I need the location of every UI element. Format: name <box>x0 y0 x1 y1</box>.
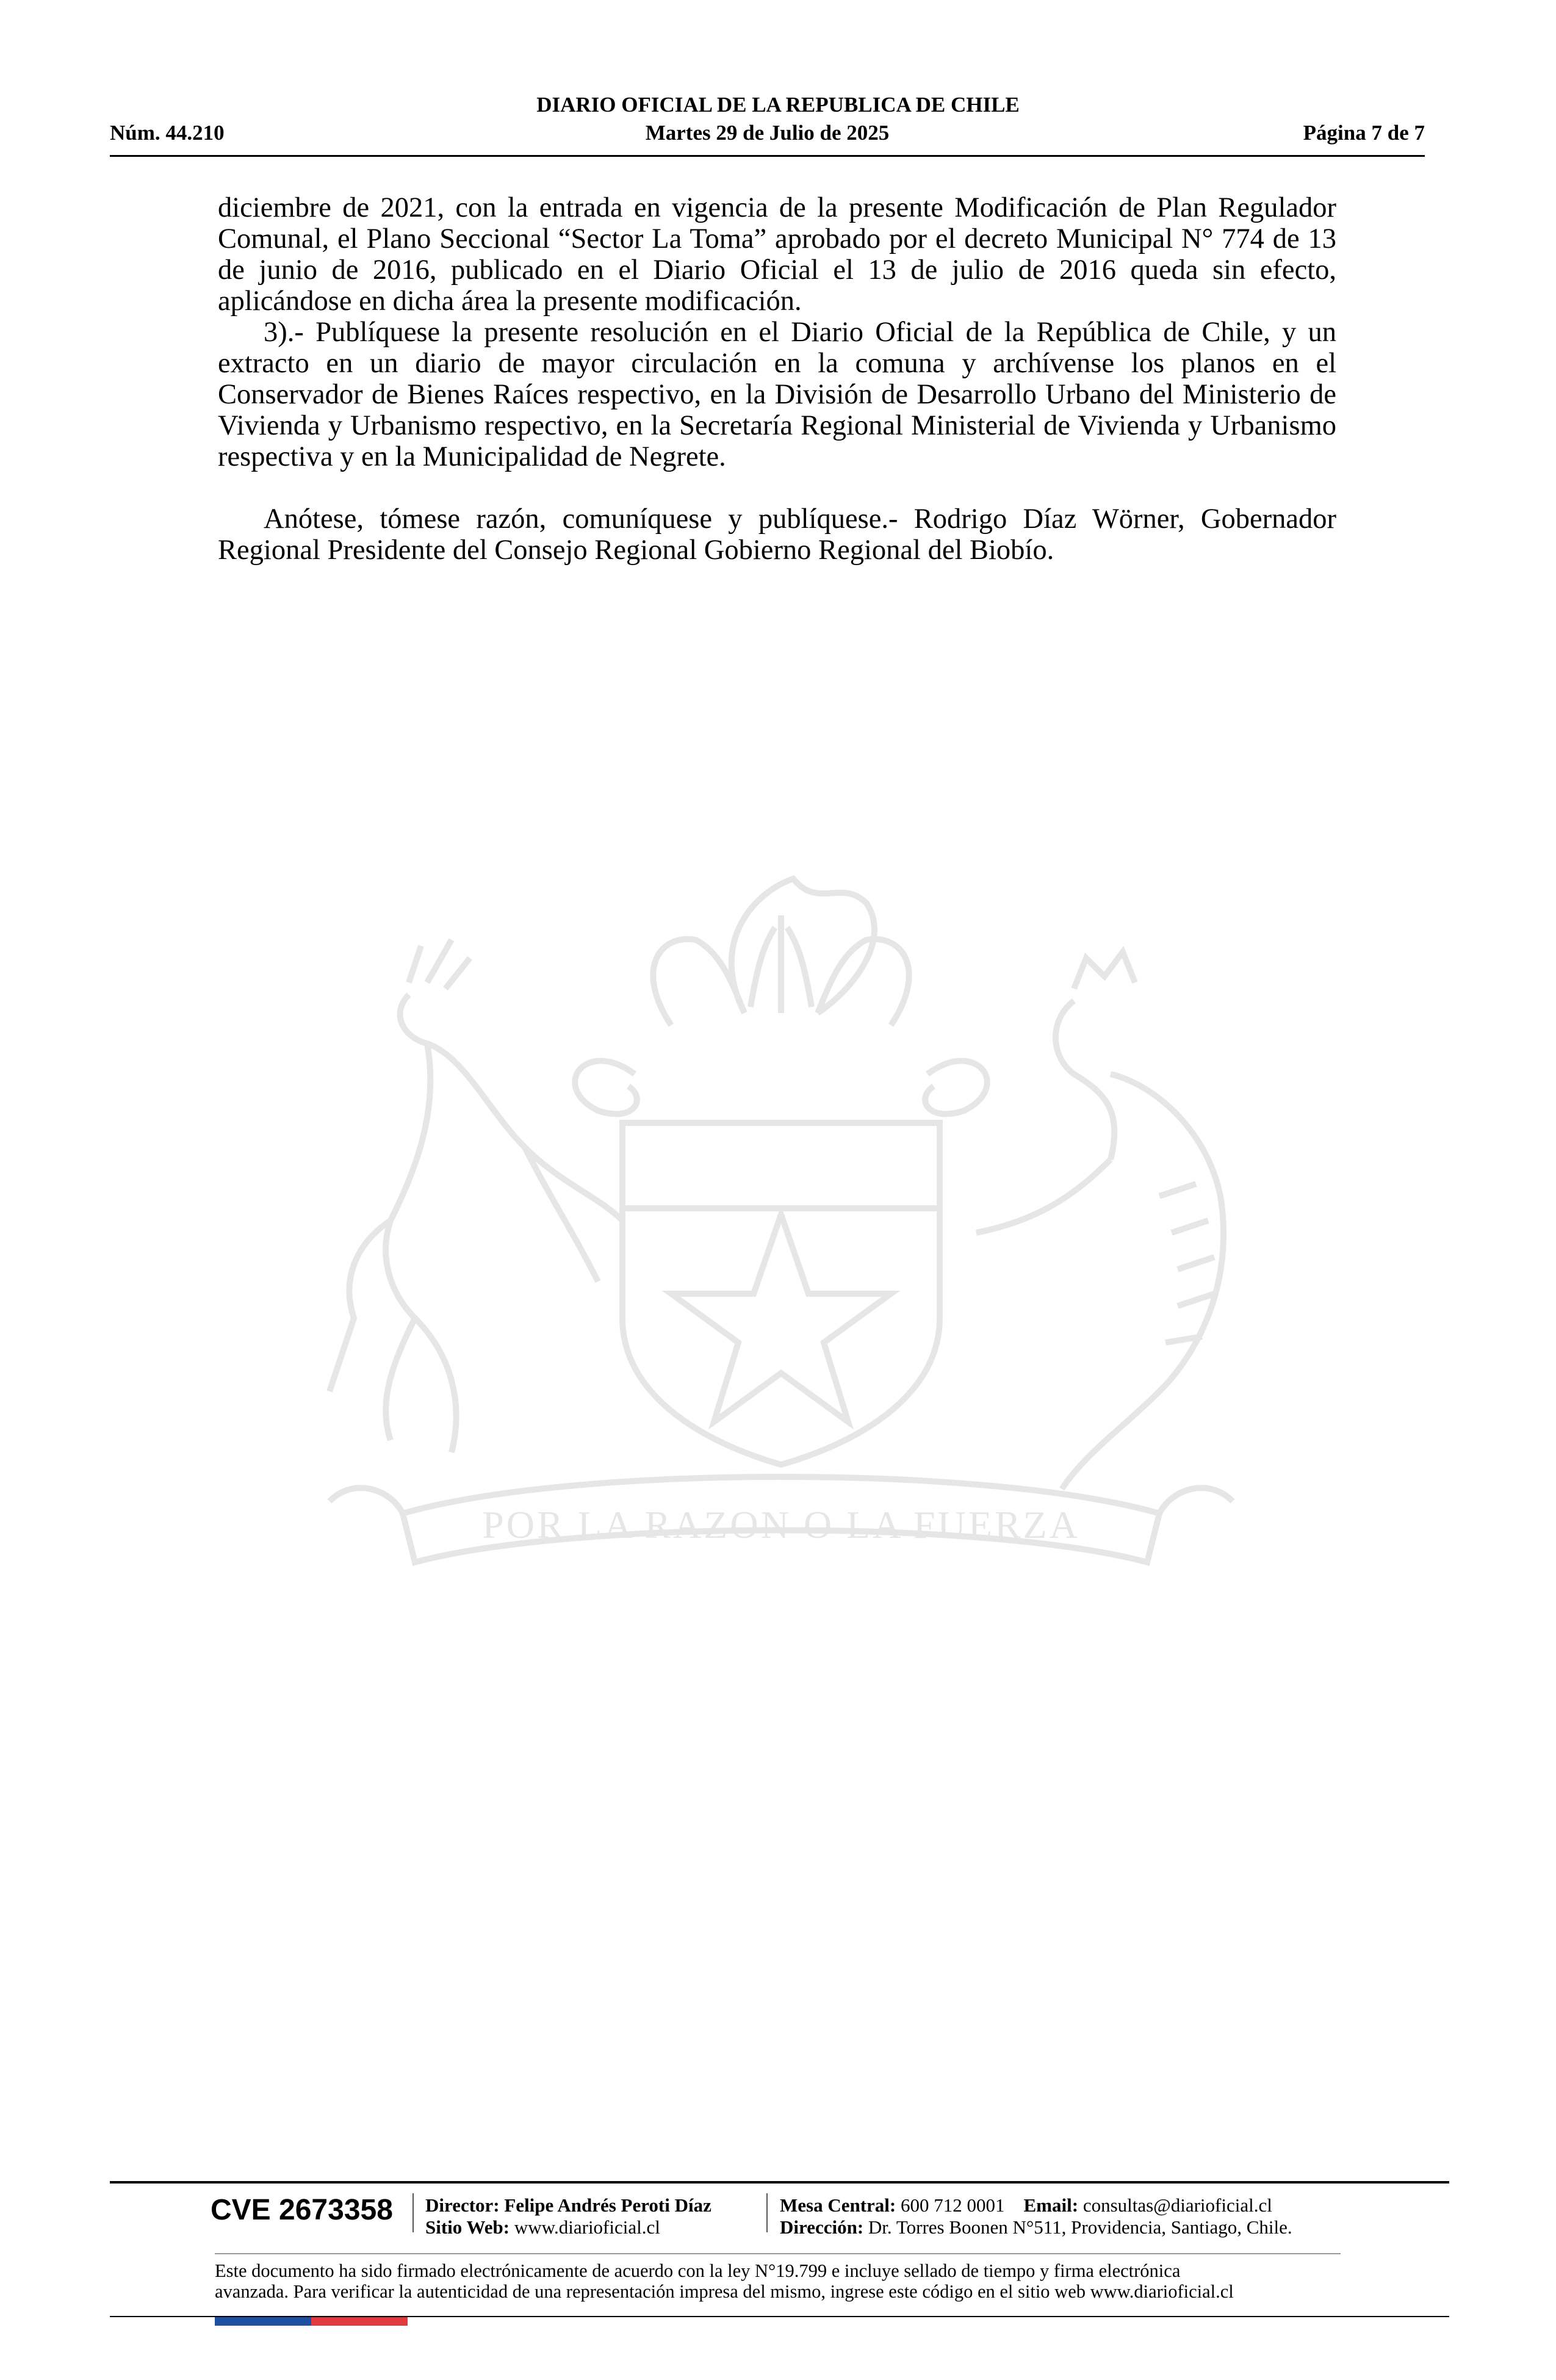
newspaper-title: DIARIO OFICIAL DE LA REPUBLICA DE CHILE <box>536 93 1020 117</box>
email-label: Email: <box>1023 2194 1079 2216</box>
website-label: Sitio Web: <box>425 2216 510 2238</box>
website-link[interactable]: www.diarioficial.cl <box>514 2216 660 2238</box>
address-value: Dr. Torres Boonen N°511, Providencia, Santiago, Chile. <box>868 2216 1292 2238</box>
phone-value: 600 712 0001 <box>901 2194 1005 2216</box>
footer-contact-column <box>780 2194 1292 2238</box>
footer-separator <box>766 2193 768 2232</box>
body-paragraph-signature: Anótese, tómese razón, comuníquese y publíquese.- Rodrigo Díaz Wörner, Gobernador Regional Presidente del Consejo Regional Gobierno Regional del Biobío. <box>218 503 1336 566</box>
body-paragraph-2: 3).- Publíquese la presente resolución en el Diario Oficial de la República de Chile, y un extracto en un diario de mayor circulación en la comuna y archívense los planos en el Conservador de Bienes Raíces respectivo, en la División de Desarrollo Urbano del Ministerio de Vivienda y Urbanismo respectivo, en la Secretaría Regional Ministerial de Vivienda y Urbanismo respectiva y en la Municipalidad de Negrete. <box>218 317 1336 472</box>
note-line-2: avanzada. Para verificar la autenticidad de una representación impresa del mismo, ingrese este código en el sitio web www.diarioficial.cl <box>215 2281 1234 2302</box>
footer-mid-divider <box>215 2253 1341 2254</box>
flag-stripe-blue <box>215 2317 311 2326</box>
document-body <box>218 192 1336 566</box>
note-line-1: Este documento ha sido firmado electrónicamente de acuerdo con la ley N°19.799 e incluye sellado de tiempo y firma electrónica <box>215 2260 1181 2281</box>
body-paragraph-1: diciembre de 2021, con la entrada en vigencia de la presente Modificación de Plan Regulador Comunal, el Plano Seccional “Sector La Toma” aprobado por el decreto Municipal N° 774 de 13 de junio de 2016, publicado en el Diario Oficial el 13 de julio de 2016 queda sin efecto, aplicándose en dicha área la presente modificación. <box>218 192 1336 317</box>
signature-verification-note <box>215 2260 1338 2302</box>
footer-top-divider <box>110 2181 1449 2183</box>
cve-code: CVE 2673358 <box>211 2194 393 2226</box>
issue-number: Núm. 44.210 <box>110 121 225 145</box>
page-number: Página 7 de 7 <box>1303 121 1425 145</box>
footer-director-column <box>425 2194 711 2238</box>
footer-separator <box>412 2193 414 2232</box>
coat-of-arms-motto: POR LA RAZON O LA FUERZA <box>482 1503 1080 1546</box>
email-link[interactable]: consultas@diarioficial.cl <box>1082 2194 1272 2216</box>
director-label: Director: <box>425 2194 500 2216</box>
phone-label: Mesa Central: <box>780 2194 896 2216</box>
header-divider <box>110 155 1425 157</box>
coat-of-arms-watermark-icon <box>207 854 1355 1678</box>
director-name: Felipe Andrés Peroti Díaz <box>504 2194 711 2216</box>
flag-stripe-red <box>311 2317 408 2326</box>
issue-date: Martes 29 de Julio de 2025 <box>645 121 890 145</box>
address-label: Dirección: <box>780 2216 864 2238</box>
